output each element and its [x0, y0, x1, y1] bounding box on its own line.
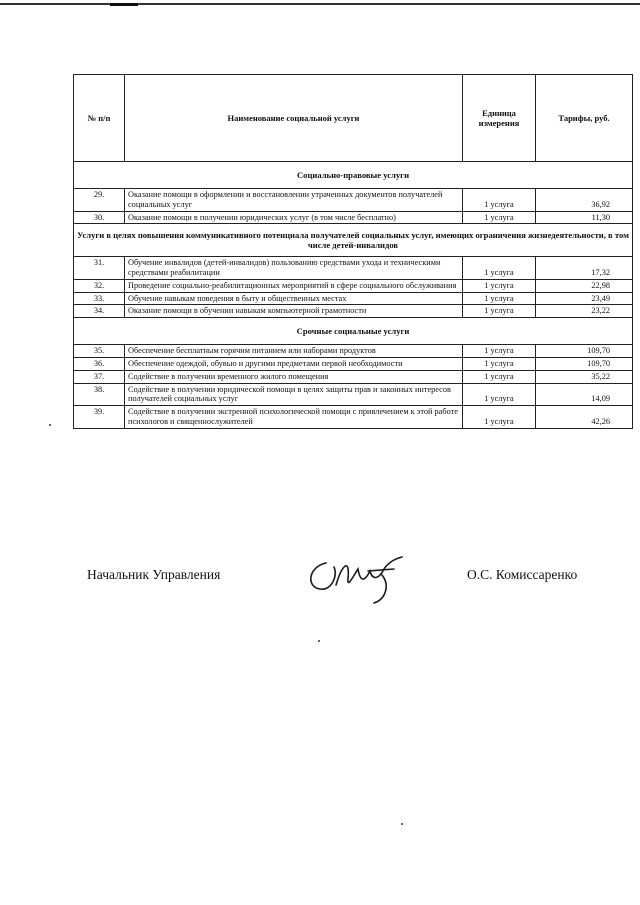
table-header-row	[74, 75, 633, 162]
tariff-cell: 109,70	[536, 358, 633, 371]
header-unit: Единица измерения	[463, 75, 536, 162]
scan-top-edge	[0, 3, 640, 6]
section-title: Социально-правовые услуги	[74, 162, 633, 189]
table-row	[74, 305, 633, 318]
service-name: Содействие в получении экстренной психологической помощи с привлечением к этой работе психологов и священнослужителей	[125, 406, 463, 429]
signatory-name: О.С. Комиссаренко	[467, 567, 578, 582]
signatory-position: Начальник Управления	[87, 567, 221, 582]
service-name: Содействие в получении временного жилого помещения	[125, 370, 463, 383]
service-name: Оказание помощи в оформлении и восстановлении утраченных документов получателей социальных услуг	[125, 189, 463, 212]
service-name: Проведение социально-реабилитационных мероприятий в сфере социального обслуживания	[125, 279, 463, 292]
scan-speck	[49, 424, 51, 426]
unit-cell: 1 услуга	[463, 406, 536, 429]
section-header-row	[74, 318, 633, 345]
service-name: Обучение навыкам поведения в быту и общественных местах	[125, 292, 463, 305]
table-row	[74, 211, 633, 224]
service-name: Обучение инвалидов (детей-инвалидов) пользованию средствами ухода и техническими средствами реабилитации	[125, 257, 463, 280]
unit-cell: 1 услуга	[463, 211, 536, 224]
unit-cell: 1 услуга	[463, 370, 536, 383]
header-tariff: Тарифы, руб.	[536, 75, 633, 162]
service-name: Обеспечение одеждой, обувью и другими предметами первой необходимости	[125, 358, 463, 371]
table-row	[74, 358, 633, 371]
tariff-cell: 42,26	[536, 406, 633, 429]
service-name: Оказание помощи в обучении навыкам компьютерной грамотности	[125, 305, 463, 318]
tariff-cell: 23,49	[536, 292, 633, 305]
tariff-cell: 22,98	[536, 279, 633, 292]
section-header-row	[74, 162, 633, 189]
table-row	[74, 292, 633, 305]
tariff-cell: 36,92	[536, 189, 633, 212]
table-row	[74, 257, 633, 280]
row-number: 32.	[74, 279, 125, 292]
row-number: 35.	[74, 345, 125, 358]
section-title: Срочные социальные услуги	[74, 318, 633, 345]
row-number: 36.	[74, 358, 125, 371]
row-number: 29.	[74, 189, 125, 212]
row-number: 30.	[74, 211, 125, 224]
section-header-row	[74, 224, 633, 257]
tariff-cell: 11,30	[536, 211, 633, 224]
unit-cell: 1 услуга	[463, 257, 536, 280]
service-name: Обеспечение бесплатным горячим питанием или наборами продуктов	[125, 345, 463, 358]
unit-cell: 1 услуга	[463, 189, 536, 212]
unit-cell: 1 услуга	[463, 279, 536, 292]
section-title: Услуги в целях повышения коммуникативного потенциала получателей социальных услуг, имеющих ограничения жизнедеятельности, в том числе детей-инвалидов	[74, 224, 633, 257]
service-name: Оказание помощи в получении юридических услуг (в том числе бесплатно)	[125, 211, 463, 224]
tariff-cell: 23,22	[536, 305, 633, 318]
scan-speck	[318, 640, 320, 642]
row-number: 33.	[74, 292, 125, 305]
table-row	[74, 345, 633, 358]
table-row	[74, 383, 633, 406]
unit-cell: 1 услуга	[463, 345, 536, 358]
row-number: 39.	[74, 406, 125, 429]
tariff-cell: 17,32	[536, 257, 633, 280]
unit-cell: 1 услуга	[463, 383, 536, 406]
header-num: № п/п	[74, 75, 125, 162]
tariff-table	[73, 74, 633, 429]
unit-cell: 1 услуга	[463, 358, 536, 371]
row-number: 38.	[74, 383, 125, 406]
row-number: 34.	[74, 305, 125, 318]
service-name: Содействие в получении юридической помощи в целях защиты прав и законных интересов получателей социальных услуг	[125, 383, 463, 406]
header-name: Наименование социальной услуги	[125, 75, 463, 162]
table-row	[74, 189, 633, 212]
unit-cell: 1 услуга	[463, 292, 536, 305]
scan-speck	[401, 823, 403, 825]
table-row	[74, 279, 633, 292]
tariff-cell: 14,09	[536, 383, 633, 406]
row-number: 31.	[74, 257, 125, 280]
table-row	[74, 406, 633, 429]
tariff-cell: 35,22	[536, 370, 633, 383]
handwritten-signature	[298, 545, 448, 605]
table-row	[74, 370, 633, 383]
unit-cell: 1 услуга	[463, 305, 536, 318]
row-number: 37.	[74, 370, 125, 383]
tariff-cell: 109,70	[536, 345, 633, 358]
